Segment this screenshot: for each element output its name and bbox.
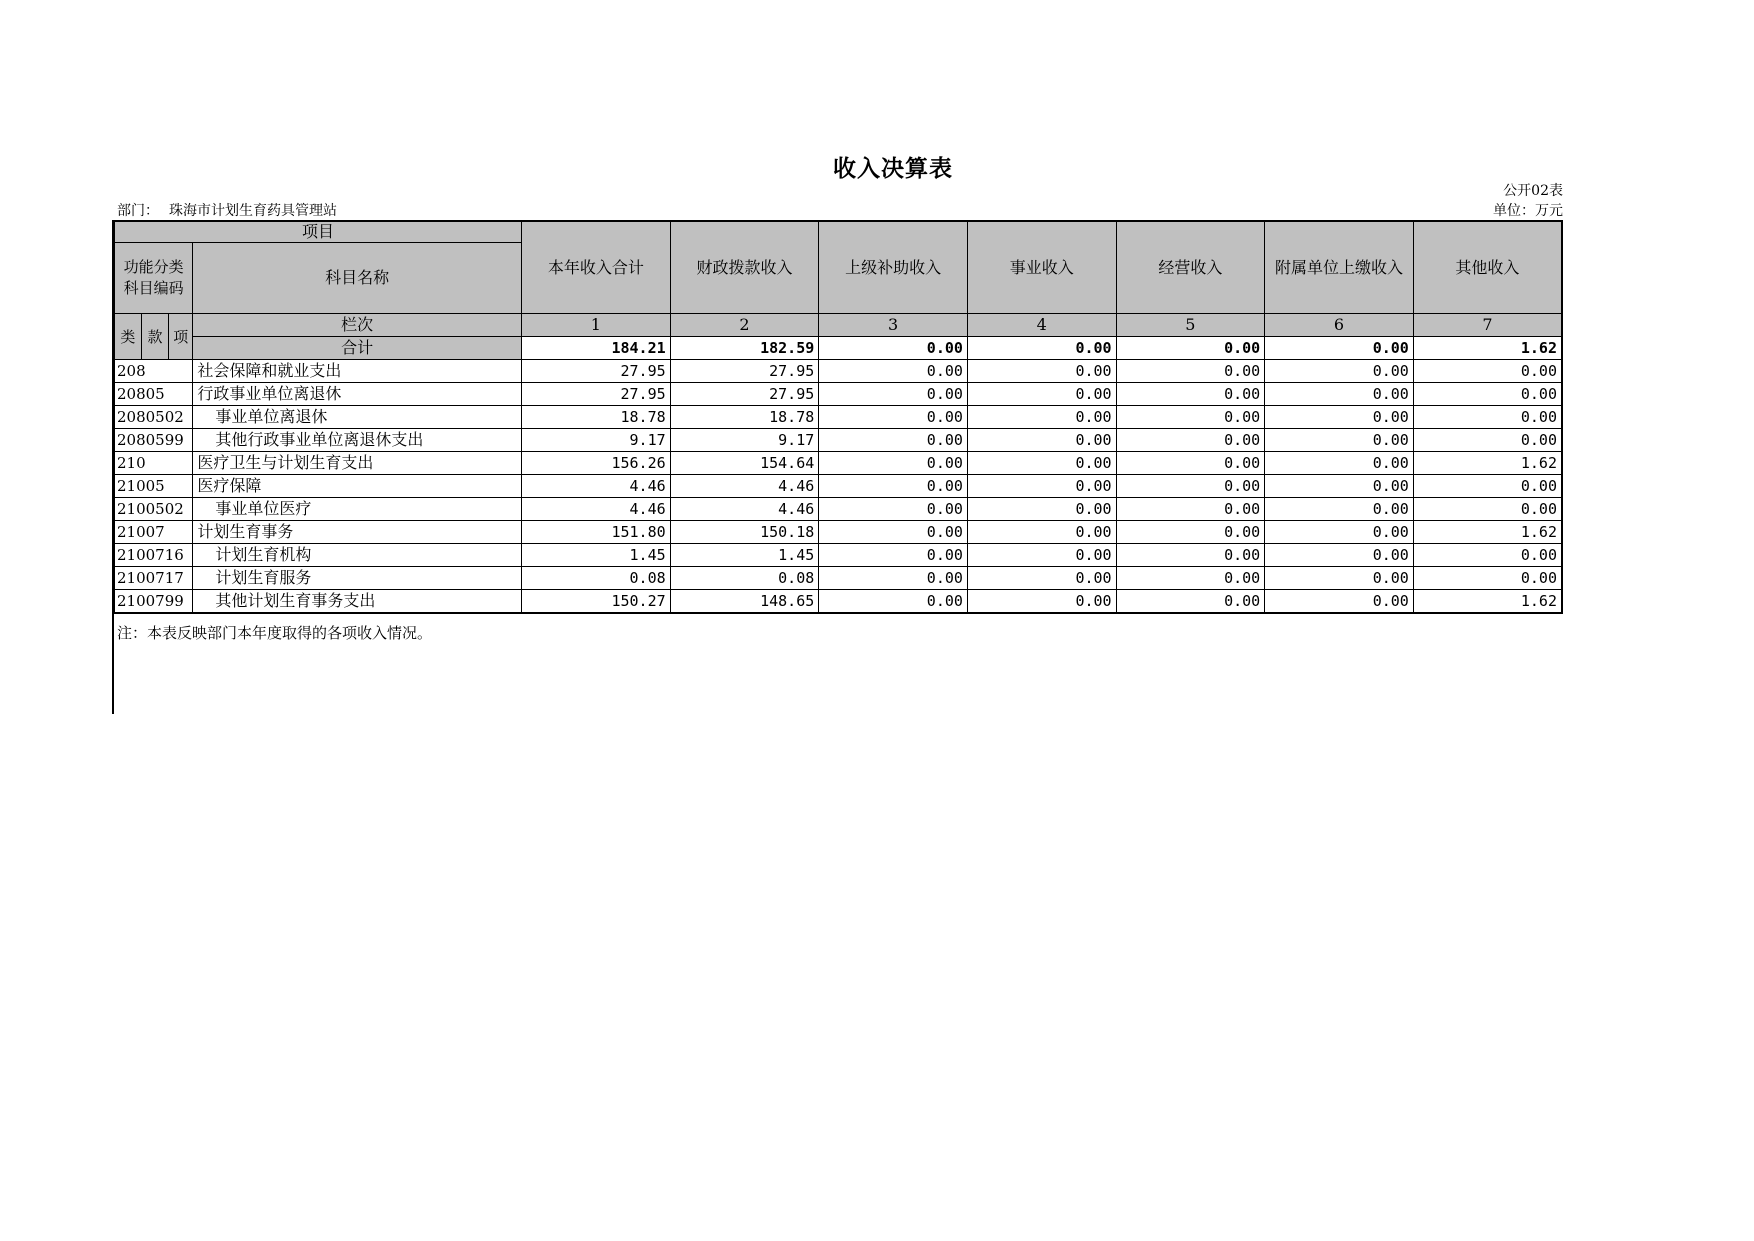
row-value: 1.45 (522, 544, 671, 567)
table-row (114, 590, 1562, 614)
header-col-4: 事业收入 (967, 221, 1116, 314)
header-col-2: 财政拨款收入 (670, 221, 819, 314)
total-value: 184.21 (522, 337, 671, 360)
total-value: 182.59 (670, 337, 819, 360)
row-value: 150.27 (522, 590, 671, 614)
row-value: 0.00 (1413, 360, 1562, 383)
row-value: 0.00 (1116, 360, 1265, 383)
row-value: 0.00 (819, 475, 968, 498)
row-value: 27.95 (522, 383, 671, 406)
row-value: 0.00 (1116, 406, 1265, 429)
row-name: 事业单位医疗 (193, 498, 522, 521)
row-value: 0.08 (670, 567, 819, 590)
department-name: 珠海市计划生育药具管理站 (169, 203, 337, 219)
row-value: 18.78 (670, 406, 819, 429)
row-value: 0.08 (522, 567, 671, 590)
row-name: 医疗卫生与计划生育支出 (193, 452, 522, 475)
row-value: 0.00 (967, 383, 1116, 406)
header-lei: 类 (114, 314, 141, 360)
unit-label: 单位：万元 (1493, 203, 1563, 219)
department-label: 部门： (117, 203, 159, 219)
row-value: 0.00 (819, 360, 968, 383)
table-row (114, 452, 1562, 475)
col-num-1: 1 (522, 314, 671, 337)
row-value: 0.00 (819, 521, 968, 544)
row-value: 0.00 (1265, 406, 1414, 429)
row-code: 2080502 (114, 406, 193, 429)
row-value: 4.46 (522, 475, 671, 498)
table-row (114, 406, 1562, 429)
row-value: 1.62 (1413, 521, 1562, 544)
header-xiang: 项 (169, 314, 193, 360)
row-value: 0.00 (1265, 567, 1414, 590)
row-value: 0.00 (1265, 429, 1414, 452)
row-value: 148.65 (670, 590, 819, 614)
header-kuan: 款 (141, 314, 168, 360)
row-value: 0.00 (967, 406, 1116, 429)
row-value: 9.17 (670, 429, 819, 452)
row-value: 4.46 (670, 498, 819, 521)
row-value: 0.00 (1116, 521, 1265, 544)
row-code: 210 (114, 452, 193, 475)
header-col-7: 其他收入 (1413, 221, 1562, 314)
row-value: 9.17 (522, 429, 671, 452)
header-row-item (114, 221, 1562, 243)
row-value: 0.00 (1116, 590, 1265, 614)
row-value: 0.00 (819, 406, 968, 429)
col-num-2: 2 (670, 314, 819, 337)
row-name: 计划生育服务 (193, 567, 522, 590)
row-value: 0.00 (819, 383, 968, 406)
row-value: 4.46 (670, 475, 819, 498)
department-line (117, 200, 347, 220)
row-value: 0.00 (819, 498, 968, 521)
row-value: 0.00 (1116, 567, 1265, 590)
row-value: 0.00 (1413, 406, 1562, 429)
row-value: 0.00 (1265, 521, 1414, 544)
row-code: 21007 (114, 521, 193, 544)
row-value: 0.00 (1265, 452, 1414, 475)
totals-row (114, 337, 1562, 360)
header-func-code: 功能分类科目编码 (114, 243, 193, 314)
row-value: 0.00 (1116, 498, 1265, 521)
col-num-3: 3 (819, 314, 968, 337)
table-row (114, 521, 1562, 544)
row-value: 151.80 (522, 521, 671, 544)
row-name: 计划生育机构 (193, 544, 522, 567)
header-col-6: 附属单位上缴收入 (1265, 221, 1414, 314)
header-lanci: 栏次 (193, 314, 522, 337)
row-value: 0.00 (967, 452, 1116, 475)
total-value: 0.00 (1116, 337, 1265, 360)
row-value: 0.00 (967, 475, 1116, 498)
row-name: 其他计划生育事务支出 (193, 590, 522, 614)
row-code: 2100716 (114, 544, 193, 567)
row-value: 0.00 (819, 567, 968, 590)
table-row (114, 544, 1562, 567)
row-code: 2100799 (114, 590, 193, 614)
row-value: 0.00 (1116, 475, 1265, 498)
row-value: 0.00 (1265, 590, 1414, 614)
row-value: 0.00 (1265, 383, 1414, 406)
row-value: 0.00 (967, 567, 1116, 590)
row-value: 27.95 (670, 383, 819, 406)
row-value: 1.62 (1413, 452, 1562, 475)
row-code: 208 (114, 360, 193, 383)
row-value: 0.00 (1116, 452, 1265, 475)
page-title: 收入决算表 (833, 156, 953, 182)
row-value: 18.78 (522, 406, 671, 429)
col-num-7: 7 (1413, 314, 1562, 337)
row-name: 事业单位离退休 (193, 406, 522, 429)
form-number: 公开02表 (1503, 183, 1563, 199)
header-col-5: 经营收入 (1116, 221, 1265, 314)
row-value: 0.00 (819, 590, 968, 614)
header-col-3: 上级补助收入 (819, 221, 968, 314)
row-value: 0.00 (1413, 544, 1562, 567)
table-row (114, 475, 1562, 498)
row-value: 4.46 (522, 498, 671, 521)
row-value: 0.00 (967, 360, 1116, 383)
row-value: 0.00 (1265, 498, 1414, 521)
row-value: 0.00 (1413, 475, 1562, 498)
row-value: 0.00 (967, 521, 1116, 544)
row-code: 2080599 (114, 429, 193, 452)
total-value: 0.00 (819, 337, 968, 360)
row-value: 27.95 (522, 360, 671, 383)
total-label: 合计 (193, 337, 522, 360)
row-name: 社会保障和就业支出 (193, 360, 522, 383)
row-name: 计划生育事务 (193, 521, 522, 544)
header-row-lanci (114, 314, 1562, 337)
row-value: 0.00 (1265, 475, 1414, 498)
row-value: 0.00 (1413, 429, 1562, 452)
row-value: 0.00 (1116, 544, 1265, 567)
row-name: 其他行政事业单位离退休支出 (193, 429, 522, 452)
row-code: 20805 (114, 383, 193, 406)
header-col-1: 本年收入合计 (522, 221, 671, 314)
row-value: 156.26 (522, 452, 671, 475)
row-value: 27.95 (670, 360, 819, 383)
row-value: 0.00 (967, 544, 1116, 567)
total-value: 1.62 (1413, 337, 1562, 360)
col-num-5: 5 (1116, 314, 1265, 337)
row-value: 1.62 (1413, 590, 1562, 614)
row-value: 0.00 (967, 498, 1116, 521)
col-num-6: 6 (1265, 314, 1414, 337)
row-value: 150.18 (670, 521, 819, 544)
row-code: 21005 (114, 475, 193, 498)
row-value: 1.45 (670, 544, 819, 567)
table-row (114, 498, 1562, 521)
row-value: 0.00 (1413, 498, 1562, 521)
row-name: 行政事业单位离退休 (193, 383, 522, 406)
table-row (114, 383, 1562, 406)
row-value: 0.00 (819, 452, 968, 475)
header-subject-name: 科目名称 (193, 243, 522, 314)
row-value: 0.00 (1413, 567, 1562, 590)
table-row (114, 567, 1562, 590)
row-value: 154.64 (670, 452, 819, 475)
row-value: 0.00 (819, 429, 968, 452)
row-code: 2100502 (114, 498, 193, 521)
row-value: 0.00 (967, 429, 1116, 452)
row-name: 医疗保障 (193, 475, 522, 498)
row-value: 0.00 (819, 544, 968, 567)
row-value: 0.00 (1116, 429, 1265, 452)
table-row (114, 429, 1562, 452)
total-value: 0.00 (967, 337, 1116, 360)
row-value: 0.00 (1265, 360, 1414, 383)
row-value: 0.00 (1116, 383, 1265, 406)
row-value: 0.00 (967, 590, 1116, 614)
row-code: 2100717 (114, 567, 193, 590)
row-value: 0.00 (1413, 383, 1562, 406)
table-note: 注：本表反映部门本年度取得的各项收入情况。 (117, 624, 433, 642)
col-num-4: 4 (967, 314, 1116, 337)
income-table (113, 220, 1563, 614)
table-row (114, 360, 1562, 383)
total-value: 0.00 (1265, 337, 1414, 360)
header-item: 项目 (114, 221, 522, 243)
row-value: 0.00 (1265, 544, 1414, 567)
